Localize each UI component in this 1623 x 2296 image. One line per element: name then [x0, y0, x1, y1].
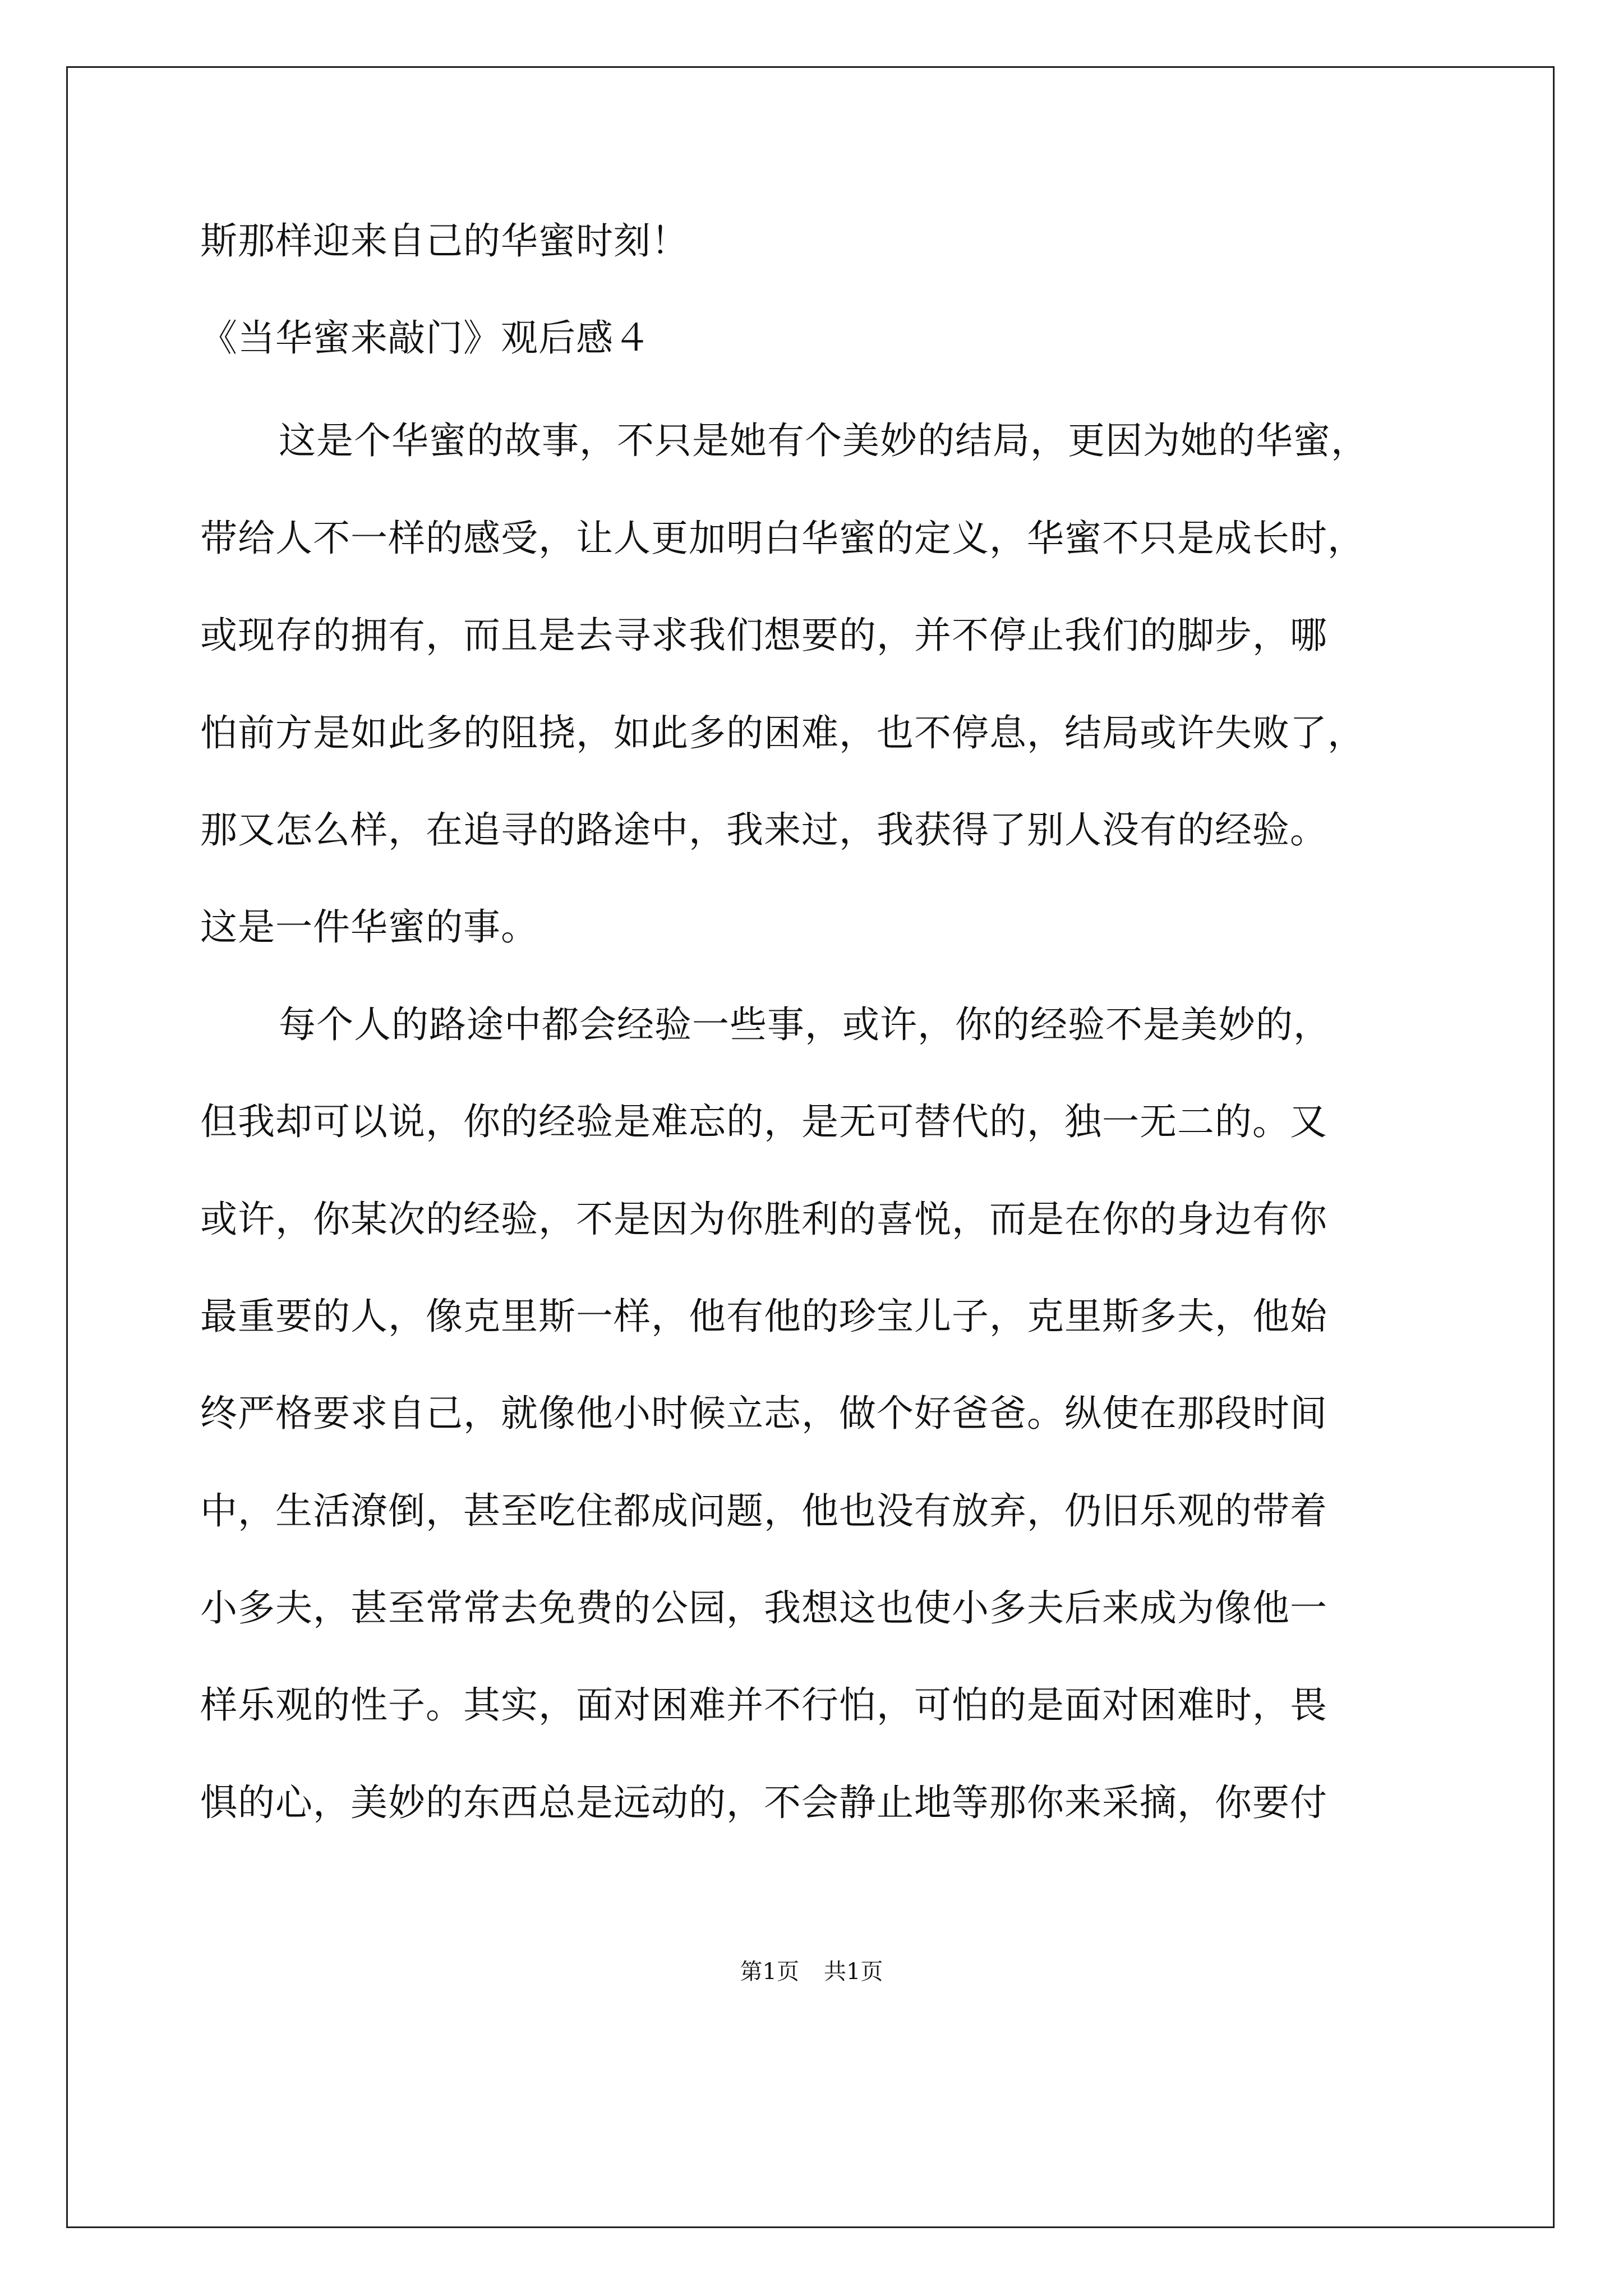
text-line: 怕前方是如此多的阻挠，如此多的困难，也不停息，结局或许失败了， [200, 711, 1365, 754]
page-total: 共1页 [824, 1959, 883, 1985]
text-line: 那又怎么样，在追寻的路途中，我来过，我获得了别人没有的经验。 [200, 808, 1327, 852]
text-line: 中，生活潦倒，甚至吃住都成问题，他也没有放弃，仍旧乐观的带着 [200, 1489, 1327, 1533]
text-line: 终严格要求自己，就像他小时候立志，做个好爸爸。纵使在那段时间 [200, 1392, 1327, 1435]
text-line: 或现存的拥有，而且是去寻求我们想要的，并不停止我们的脚步，哪 [200, 614, 1327, 657]
text-line: 但我却可以说，你的经验是难忘的，是无可替代的，独一无二的。又 [200, 1100, 1327, 1143]
text-line: 最重要的人，像克里斯一样，他有他的珍宝儿子，克里斯多夫，他始 [200, 1295, 1327, 1338]
page-footer [0, 1958, 1623, 1986]
text-line: 带给人不一样的感受，让人更加明白华蜜的定义，华蜜不只是成长时， [200, 517, 1365, 560]
text-line: 惧的心，美妙的东西总是远动的，不会静止地等那你来采摘，你要付 [200, 1781, 1327, 1824]
page-border [66, 66, 1555, 2228]
section-heading: 《当华蜜来敲门》观后感４ [200, 316, 651, 360]
text-line: 这是个华蜜的故事，不只是她有个美妙的结局，更因为她的华蜜， [279, 419, 1368, 462]
text-line: 每个人的路途中都会经验一些事，或许，你的经验不是美妙的， [279, 1003, 1331, 1046]
text-line: 样乐观的性子。其实，面对困难并不行怕，可怕的是面对困难时，畏 [200, 1683, 1327, 1727]
text-line: 小多夫，甚至常常去免费的公园，我想这也使小多夫后来成为像他一 [200, 1586, 1327, 1630]
text-line: 斯那样迎来自己的华蜜时刻！ [200, 219, 689, 263]
page-number: 第1页 [740, 1959, 799, 1985]
text-line: 或许，你某次的经验，不是因为你胜利的喜悦，而是在你的身边有你 [200, 1198, 1327, 1241]
text-line: 这是一件华蜜的事。 [200, 905, 538, 949]
